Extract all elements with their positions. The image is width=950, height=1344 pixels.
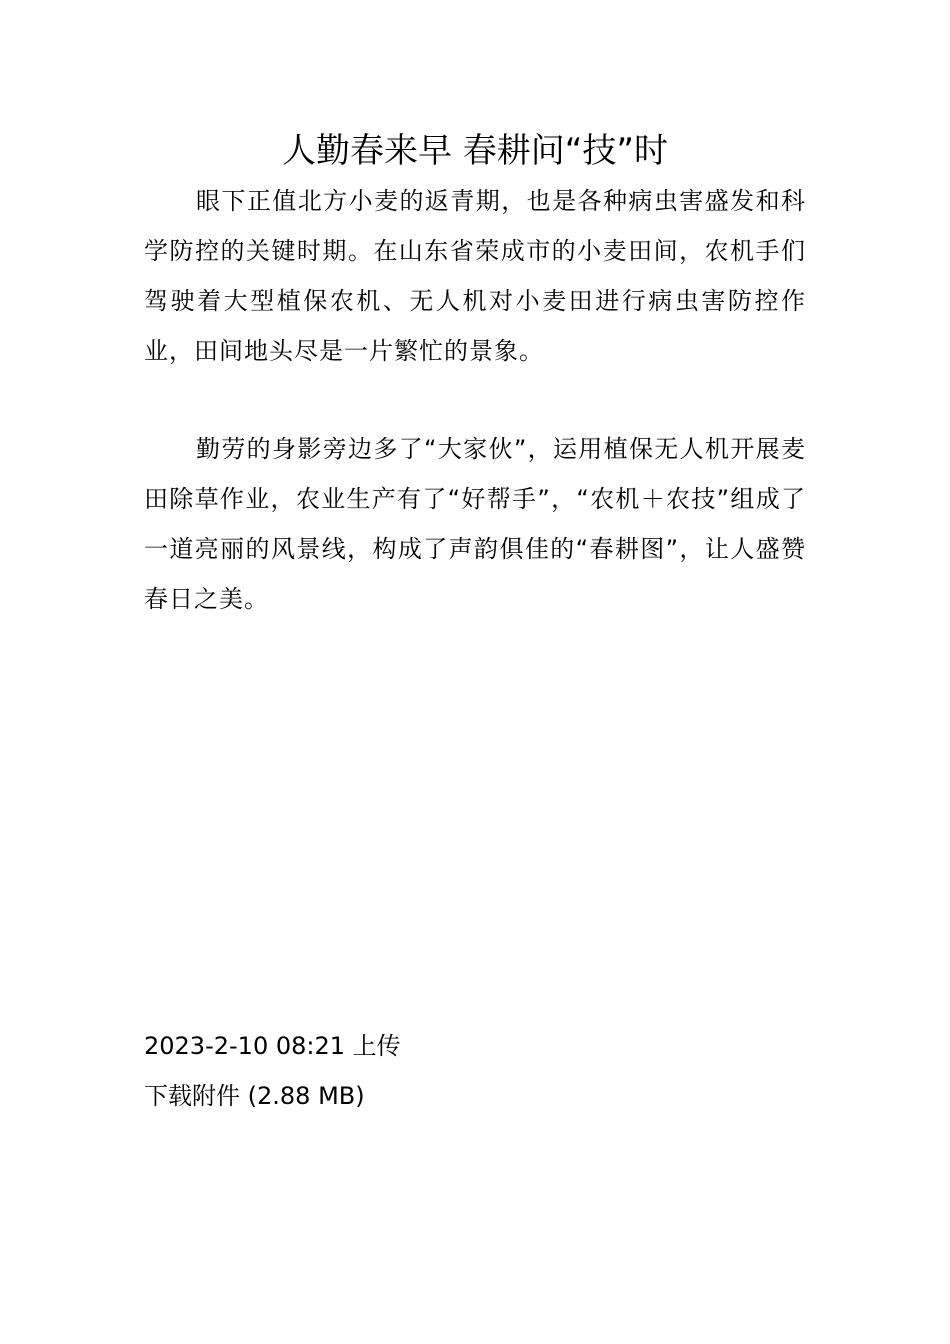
attachment-size: (2.88 MB) [247, 1082, 365, 1110]
article-paragraph-2: 勤劳的身影旁边多了“大家伙”，运用植保无人机开展麦田除草作业，农业生产有了“好帮手”，“农机＋农技”组成了一道亮丽的风景线，构成了声韵俱佳的“春耕图”，让人盛赞春日之美。 [144, 435, 806, 613]
download-attachment-link[interactable]: 下载附件 [144, 1082, 240, 1110]
attachment-row [144, 1071, 365, 1121]
upload-timestamp: 2023-2-10 08:21 上传 [144, 1032, 401, 1060]
article-paragraph-1: 眼下正值北方小麦的返青期，也是各种病虫害盛发和科学防控的关键时期。在山东省荣成市的小麦田间，农机手们驾驶着大型植保农机、无人机对小麦田进行病虫害防控作业，田间地头尽是一片繁忙的景象。 [144, 187, 806, 365]
article-title: 人勤春来早 春耕问“技”时 [281, 131, 669, 171]
